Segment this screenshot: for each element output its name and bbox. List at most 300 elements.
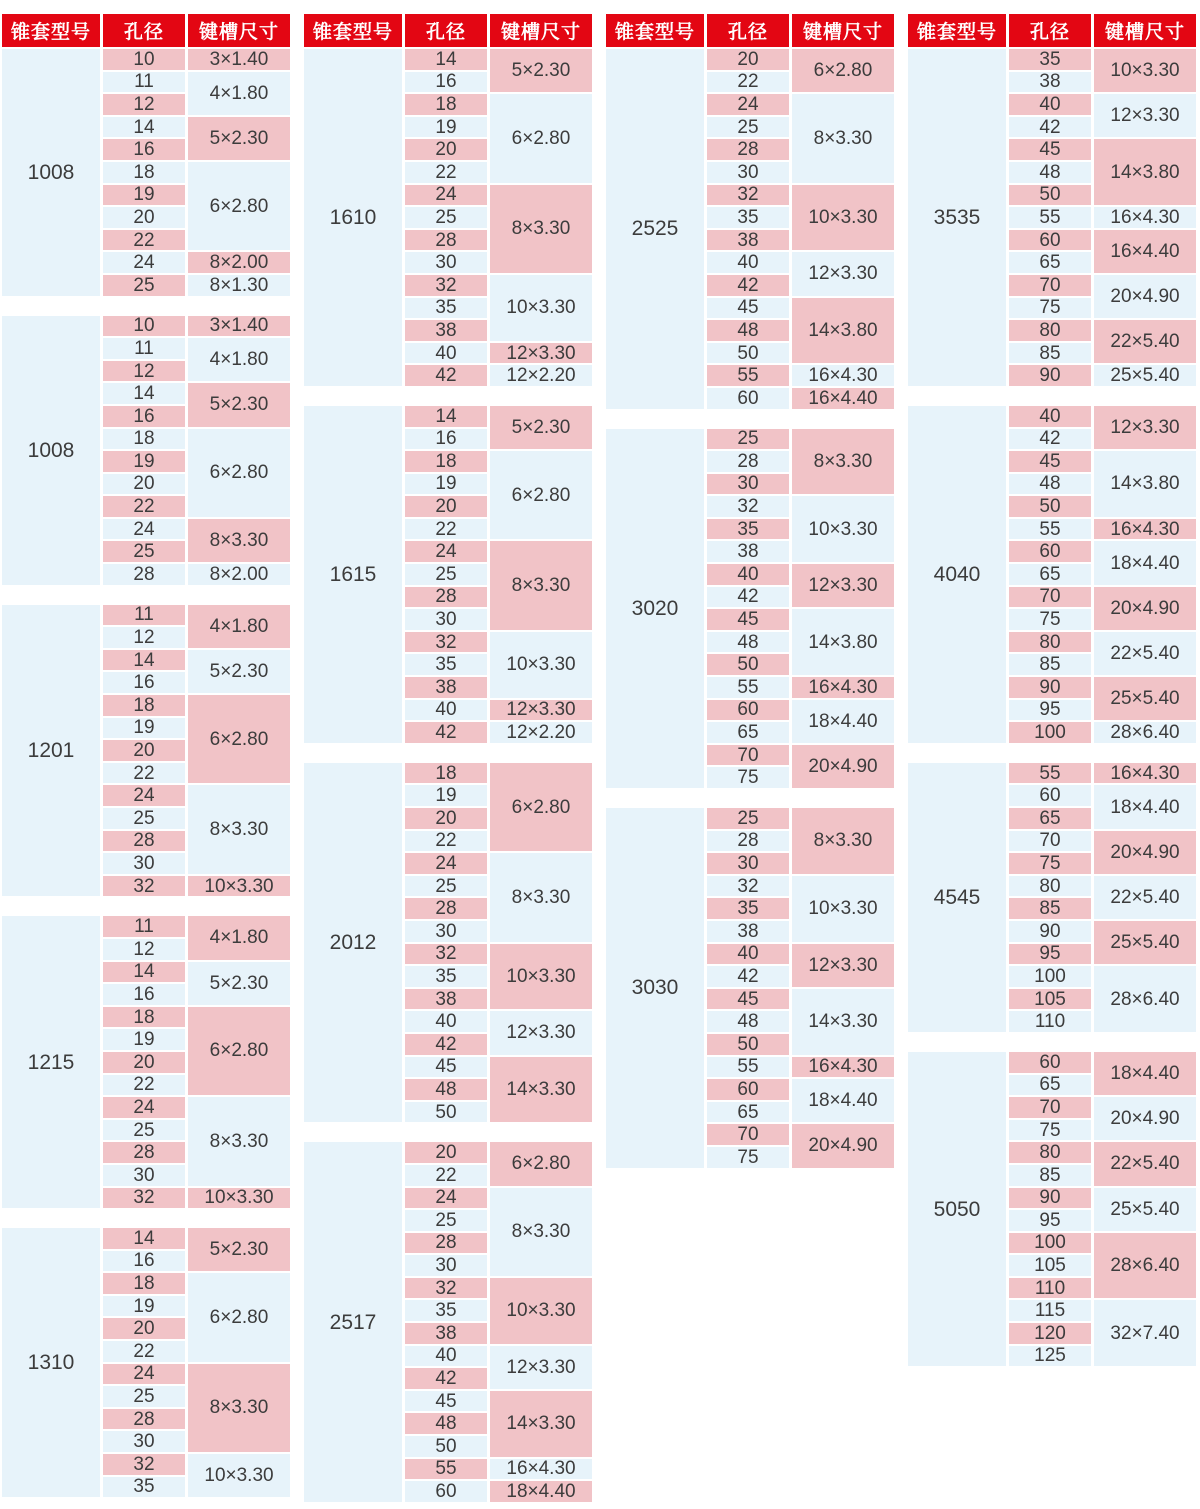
header-bore-cell: 孔径	[1009, 14, 1091, 47]
keyway-cell: 16×4.30	[1094, 763, 1196, 784]
keyway-cell: 20×4.90	[1094, 587, 1196, 630]
keyway-cell: 10×3.30	[1094, 49, 1196, 92]
keyway-cell: 8×3.30	[188, 1364, 290, 1452]
bore-cell: 45	[707, 989, 789, 1010]
spec-table-3030-2	[606, 808, 894, 1168]
bore-cell: 42	[1009, 117, 1091, 138]
bore-cell: 40	[707, 564, 789, 585]
table-column-2	[304, 14, 592, 1502]
bore-cell: 25	[405, 1210, 487, 1231]
bore-cell: 22	[405, 519, 487, 540]
bore-cell: 19	[405, 117, 487, 138]
bore-cell: 38	[707, 921, 789, 942]
keyway-cell: 8×2.00	[188, 564, 290, 585]
bore-cell: 32	[103, 1188, 185, 1209]
bore-cell: 38	[1009, 72, 1091, 93]
keyway-cell: 20×4.90	[1094, 1097, 1196, 1140]
bore-cell: 30	[103, 853, 185, 874]
bore-cell: 24	[707, 94, 789, 115]
bore-cell: 18	[103, 429, 185, 450]
model-cell: 2012	[304, 763, 402, 1123]
bore-cell: 32	[103, 876, 185, 897]
model-cell: 2525	[606, 49, 704, 409]
bore-cell: 90	[1009, 1188, 1091, 1209]
bore-cell: 65	[707, 722, 789, 743]
bore-cell: 75	[707, 767, 789, 788]
bore-cell: 42	[405, 1034, 487, 1055]
keyway-cell: 20×4.90	[1094, 275, 1196, 318]
bore-cell: 18	[103, 1007, 185, 1028]
bore-cell: 16	[103, 984, 185, 1005]
keyway-cell: 12×3.30	[1094, 94, 1196, 137]
spec-table-1615-1	[304, 406, 592, 743]
bore-cell: 35	[707, 898, 789, 919]
bore-cell: 55	[707, 365, 789, 386]
keyway-cell: 10×3.30	[490, 632, 592, 698]
model-cell: 3535	[908, 49, 1006, 386]
bore-cell: 20	[103, 1318, 185, 1339]
header-bore-cell: 孔径	[103, 14, 185, 47]
bore-cell: 85	[1009, 1165, 1091, 1186]
tables-stack-2	[304, 49, 592, 1502]
keyway-cell: 25×5.40	[1094, 677, 1196, 720]
bore-cell: 48	[707, 320, 789, 341]
bore-cell: 38	[405, 320, 487, 341]
keyway-cell: 22×5.40	[1094, 876, 1196, 919]
bore-cell: 28	[707, 451, 789, 472]
keyway-cell: 12×2.20	[490, 365, 592, 386]
bore-cell: 35	[405, 966, 487, 987]
keyway-cell: 18×4.40	[490, 1481, 592, 1502]
keyway-cell: 16×4.30	[490, 1459, 592, 1480]
bore-cell: 110	[1009, 1278, 1091, 1299]
bore-cell: 65	[1009, 564, 1091, 585]
keyway-cell: 16×4.30	[792, 677, 894, 698]
bore-cell: 30	[707, 474, 789, 495]
table-column-1	[2, 14, 290, 1502]
model-cell: 5050	[908, 1052, 1006, 1366]
bore-cell: 24	[103, 1364, 185, 1385]
bore-cell: 100	[1009, 966, 1091, 987]
keyway-cell: 16×4.30	[792, 1057, 894, 1078]
bore-cell: 19	[103, 1296, 185, 1317]
bore-cell: 95	[1009, 1210, 1091, 1231]
bore-cell: 35	[405, 298, 487, 319]
bore-cell: 32	[405, 944, 487, 965]
keyway-cell: 10×3.30	[490, 275, 592, 341]
bore-cell: 70	[1009, 275, 1091, 296]
bore-cell: 22	[103, 496, 185, 517]
keyway-cell: 14×3.80	[792, 609, 894, 675]
bore-cell: 48	[1009, 162, 1091, 183]
keyway-cell: 12×3.30	[490, 343, 592, 364]
bore-cell: 30	[405, 921, 487, 942]
model-cell: 1201	[2, 605, 100, 897]
keyway-cell: 8×1.30	[188, 275, 290, 296]
bore-cell: 45	[1009, 451, 1091, 472]
bore-cell: 14	[103, 383, 185, 404]
bore-cell: 50	[707, 1034, 789, 1055]
bore-cell: 22	[405, 162, 487, 183]
bore-cell: 32	[707, 496, 789, 517]
table-column-3	[606, 14, 894, 1502]
keyway-cell: 8×3.30	[490, 541, 592, 629]
bore-cell: 42	[707, 587, 789, 608]
bore-cell: 70	[1009, 831, 1091, 852]
keyway-cell: 18×4.40	[792, 1079, 894, 1122]
bore-cell: 30	[707, 162, 789, 183]
model-cell: 3020	[606, 429, 704, 789]
keyway-cell: 6×2.80	[490, 1142, 592, 1185]
bore-cell: 18	[103, 1273, 185, 1294]
bore-cell: 100	[1009, 722, 1091, 743]
bore-cell: 50	[405, 1102, 487, 1123]
keyway-cell: 5×2.30	[188, 117, 290, 160]
column-header	[2, 14, 290, 47]
keyway-cell: 12×3.30	[1094, 406, 1196, 449]
bore-cell: 20	[405, 139, 487, 160]
bore-cell: 60	[707, 700, 789, 721]
bore-cell: 30	[103, 1165, 185, 1186]
bore-cell: 55	[405, 1459, 487, 1480]
bore-cell: 32	[405, 275, 487, 296]
bore-cell: 48	[707, 632, 789, 653]
bore-cell: 25	[103, 808, 185, 829]
model-cell: 4545	[908, 763, 1006, 1032]
bore-cell: 16	[405, 72, 487, 93]
keyway-cell: 18×4.40	[1094, 1052, 1196, 1095]
header-model-cell: 锥套型号	[908, 14, 1006, 47]
model-cell: 1008	[2, 49, 100, 296]
bore-cell: 20	[103, 474, 185, 495]
bore-cell: 70	[707, 745, 789, 766]
keyway-cell: 12×3.30	[490, 700, 592, 721]
keyway-cell: 20×4.90	[1094, 831, 1196, 874]
bore-cell: 95	[1009, 944, 1091, 965]
bore-cell: 19	[405, 474, 487, 495]
spec-table-1008-1	[2, 316, 290, 585]
keyway-cell: 10×3.30	[792, 876, 894, 942]
bore-cell: 14	[405, 49, 487, 70]
bore-cell: 14	[103, 650, 185, 671]
keyway-cell: 6×2.80	[188, 1007, 290, 1095]
bore-cell: 60	[1009, 541, 1091, 562]
bore-cell: 60	[1009, 230, 1091, 251]
bore-cell: 14	[103, 117, 185, 138]
bore-cell: 85	[1009, 898, 1091, 919]
keyway-cell: 10×3.30	[188, 876, 290, 897]
bore-cell: 55	[1009, 763, 1091, 784]
bore-cell: 18	[405, 94, 487, 115]
bore-cell: 100	[1009, 1233, 1091, 1254]
bore-cell: 50	[1009, 496, 1091, 517]
keyway-cell: 28×6.40	[1094, 722, 1196, 743]
bore-cell: 55	[1009, 207, 1091, 228]
bore-cell: 14	[103, 1228, 185, 1249]
bore-cell: 50	[405, 1436, 487, 1457]
bore-cell: 11	[103, 605, 185, 626]
spec-table-3020-1	[606, 429, 894, 789]
bore-cell: 35	[103, 1477, 185, 1498]
bore-cell: 70	[1009, 587, 1091, 608]
bore-cell: 25	[405, 876, 487, 897]
bore-cell: 48	[405, 1413, 487, 1434]
bore-cell: 40	[405, 700, 487, 721]
bore-cell: 16	[103, 1251, 185, 1272]
bore-cell: 16	[103, 672, 185, 693]
bore-cell: 19	[103, 185, 185, 206]
bore-cell: 55	[707, 1057, 789, 1078]
bore-cell: 48	[707, 1011, 789, 1032]
keyway-cell: 4×1.80	[188, 605, 290, 648]
bore-cell: 40	[707, 252, 789, 273]
keyway-cell: 6×2.80	[490, 451, 592, 539]
bore-cell: 28	[103, 831, 185, 852]
bore-cell: 12	[103, 939, 185, 960]
bore-cell: 18	[103, 695, 185, 716]
bore-cell: 28	[103, 1409, 185, 1430]
bore-cell: 30	[405, 252, 487, 273]
tables-stack-3	[606, 49, 894, 1168]
keyway-cell: 28×6.40	[1094, 966, 1196, 1032]
spec-table-2012-2	[304, 763, 592, 1123]
bore-cell: 50	[1009, 185, 1091, 206]
bore-cell: 42	[405, 1368, 487, 1389]
bore-cell: 28	[405, 1233, 487, 1254]
header-keyway-cell: 键槽尺寸	[792, 14, 894, 47]
bore-cell: 90	[1009, 365, 1091, 386]
bore-cell: 70	[707, 1124, 789, 1145]
keyway-cell: 10×3.30	[188, 1454, 290, 1497]
bore-cell: 45	[1009, 139, 1091, 160]
spec-table-1201-2	[2, 605, 290, 897]
keyway-cell: 20×4.90	[792, 1124, 894, 1167]
bore-cell: 32	[405, 1278, 487, 1299]
bore-cell: 45	[707, 609, 789, 630]
keyway-cell: 3×1.40	[188, 316, 290, 337]
bore-cell: 18	[405, 763, 487, 784]
keyway-cell: 10×3.30	[490, 1278, 592, 1344]
bore-cell: 19	[103, 1029, 185, 1050]
keyway-cell: 6×2.80	[188, 695, 290, 783]
bore-cell: 120	[1009, 1323, 1091, 1344]
keyway-cell: 22×5.40	[1094, 632, 1196, 675]
bore-cell: 20	[103, 1052, 185, 1073]
keyway-cell: 10×3.30	[792, 496, 894, 562]
keyway-cell: 4×1.80	[188, 916, 290, 959]
bore-cell: 55	[1009, 519, 1091, 540]
bore-cell: 11	[103, 916, 185, 937]
bore-cell: 19	[405, 785, 487, 806]
bore-cell: 24	[103, 519, 185, 540]
bore-cell: 22	[405, 831, 487, 852]
bore-cell: 75	[1009, 853, 1091, 874]
spec-table-4040-1	[908, 406, 1196, 743]
spec-table-1008-0	[2, 49, 290, 296]
bore-cell: 32	[707, 185, 789, 206]
model-cell: 2517	[304, 1142, 402, 1502]
bore-cell: 12	[103, 627, 185, 648]
bore-cell: 40	[405, 1346, 487, 1367]
bore-cell: 11	[103, 338, 185, 359]
header-keyway-cell: 键槽尺寸	[1094, 14, 1196, 47]
keyway-cell: 8×3.30	[490, 1188, 592, 1276]
keyway-cell: 8×3.30	[490, 185, 592, 273]
bore-cell: 90	[1009, 921, 1091, 942]
bore-cell: 25	[405, 564, 487, 585]
bore-cell: 55	[707, 677, 789, 698]
model-cell: 1615	[304, 406, 402, 743]
bore-cell: 60	[707, 388, 789, 409]
bore-cell: 65	[1009, 252, 1091, 273]
bore-cell: 22	[405, 1165, 487, 1186]
keyway-cell: 32×7.40	[1094, 1300, 1196, 1366]
bore-cell: 75	[707, 1147, 789, 1168]
keyway-cell: 6×2.80	[188, 162, 290, 250]
bore-cell: 20	[405, 1142, 487, 1163]
bore-cell: 90	[1009, 677, 1091, 698]
bore-cell: 48	[405, 1079, 487, 1100]
bore-cell: 80	[1009, 876, 1091, 897]
keyway-cell: 22×5.40	[1094, 320, 1196, 363]
bore-cell: 75	[1009, 1120, 1091, 1141]
bore-cell: 38	[707, 230, 789, 251]
bore-cell: 30	[405, 1255, 487, 1276]
bore-cell: 65	[1009, 808, 1091, 829]
keyway-cell: 5×2.30	[188, 383, 290, 426]
bore-cell: 42	[707, 966, 789, 987]
bore-cell: 35	[405, 654, 487, 675]
keyway-cell: 6×2.80	[188, 1273, 290, 1361]
keyway-cell: 16×4.30	[1094, 519, 1196, 540]
bore-cell: 28	[405, 898, 487, 919]
keyway-cell: 25×5.40	[1094, 1188, 1196, 1231]
header-bore-cell: 孔径	[405, 14, 487, 47]
bore-cell: 24	[103, 785, 185, 806]
keyway-cell: 10×3.30	[490, 944, 592, 1010]
keyway-cell: 18×4.40	[1094, 541, 1196, 584]
column-header	[304, 14, 592, 47]
column-header	[908, 14, 1196, 47]
keyway-cell: 6×2.80	[490, 763, 592, 851]
spec-table-1215-3	[2, 916, 290, 1208]
bore-cell: 35	[707, 519, 789, 540]
keyway-cell: 14×3.30	[490, 1391, 592, 1457]
keyway-cell: 8×3.30	[490, 853, 592, 941]
bore-cell: 45	[405, 1391, 487, 1412]
header-keyway-cell: 键槽尺寸	[188, 14, 290, 47]
bore-cell: 95	[1009, 700, 1091, 721]
bore-cell: 19	[103, 718, 185, 739]
keyway-cell: 12×3.30	[792, 944, 894, 987]
spec-table-1310-4	[2, 1228, 290, 1497]
keyway-cell: 12×3.30	[490, 1011, 592, 1054]
keyway-cell: 20×4.90	[792, 745, 894, 788]
tables-stack-4	[908, 49, 1196, 1366]
keyway-cell: 12×3.30	[792, 252, 894, 295]
bore-cell: 20	[103, 740, 185, 761]
bore-cell: 22	[103, 763, 185, 784]
bore-cell: 14	[103, 962, 185, 983]
bore-cell: 28	[707, 831, 789, 852]
keyway-cell: 8×3.30	[188, 785, 290, 873]
bore-cell: 24	[405, 185, 487, 206]
bore-cell: 40	[707, 944, 789, 965]
keyway-cell: 8×3.30	[792, 94, 894, 182]
bore-cell: 25	[707, 808, 789, 829]
header-bore-cell: 孔径	[707, 14, 789, 47]
bore-cell: 25	[707, 117, 789, 138]
bore-cell: 28	[103, 564, 185, 585]
bore-cell: 85	[1009, 654, 1091, 675]
keyway-cell: 14×3.80	[1094, 139, 1196, 205]
keyway-cell: 18×4.40	[792, 700, 894, 743]
keyway-cell: 6×2.80	[188, 429, 290, 517]
bore-cell: 70	[1009, 1097, 1091, 1118]
keyway-cell: 12×3.30	[792, 564, 894, 607]
bore-cell: 10	[103, 49, 185, 70]
spec-table-4545-2	[908, 763, 1196, 1032]
bore-cell: 22	[707, 72, 789, 93]
bore-cell: 25	[103, 1120, 185, 1141]
bore-cell: 16	[103, 139, 185, 160]
bore-cell: 24	[405, 853, 487, 874]
bore-cell: 38	[405, 989, 487, 1010]
keyway-cell: 5×2.30	[188, 650, 290, 693]
bore-cell: 24	[405, 541, 487, 562]
bore-cell: 60	[1009, 1052, 1091, 1073]
keyway-cell: 8×3.30	[792, 808, 894, 874]
keyway-cell: 3×1.40	[188, 49, 290, 70]
keyway-cell: 18×4.40	[1094, 785, 1196, 828]
bore-cell: 125	[1009, 1346, 1091, 1367]
keyway-cell: 5×2.30	[188, 962, 290, 1005]
keyway-cell: 8×3.30	[188, 1097, 290, 1185]
model-cell: 1008	[2, 316, 100, 585]
keyway-cell: 6×2.80	[792, 49, 894, 92]
bore-cell: 20	[405, 808, 487, 829]
bore-cell: 28	[103, 1142, 185, 1163]
keyway-cell: 22×5.40	[1094, 1142, 1196, 1185]
bore-cell: 35	[405, 1300, 487, 1321]
bore-cell: 22	[103, 230, 185, 251]
bore-cell: 20	[103, 207, 185, 228]
bore-cell: 25	[405, 207, 487, 228]
model-cell: 1215	[2, 916, 100, 1208]
bore-cell: 25	[103, 541, 185, 562]
bore-cell: 18	[405, 451, 487, 472]
bore-cell: 45	[405, 1057, 487, 1078]
model-cell: 1310	[2, 1228, 100, 1497]
bore-cell: 11	[103, 72, 185, 93]
bore-cell: 60	[1009, 785, 1091, 806]
spec-table-5050-3	[908, 1052, 1196, 1366]
keyway-cell: 12×2.20	[490, 722, 592, 743]
bore-cell: 60	[707, 1079, 789, 1100]
bore-cell: 40	[405, 343, 487, 364]
keyway-cell: 8×3.30	[188, 519, 290, 562]
bore-cell: 40	[1009, 94, 1091, 115]
bore-cell: 25	[103, 1386, 185, 1407]
bore-cell: 12	[103, 361, 185, 382]
bore-cell: 24	[103, 1097, 185, 1118]
keyway-cell: 16×4.40	[1094, 230, 1196, 273]
keyway-cell: 5×2.30	[188, 1228, 290, 1271]
keyway-cell: 10×3.30	[792, 185, 894, 251]
keyway-cell: 25×5.40	[1094, 365, 1196, 386]
keyway-cell: 12×3.30	[490, 1346, 592, 1389]
bore-cell: 28	[405, 587, 487, 608]
